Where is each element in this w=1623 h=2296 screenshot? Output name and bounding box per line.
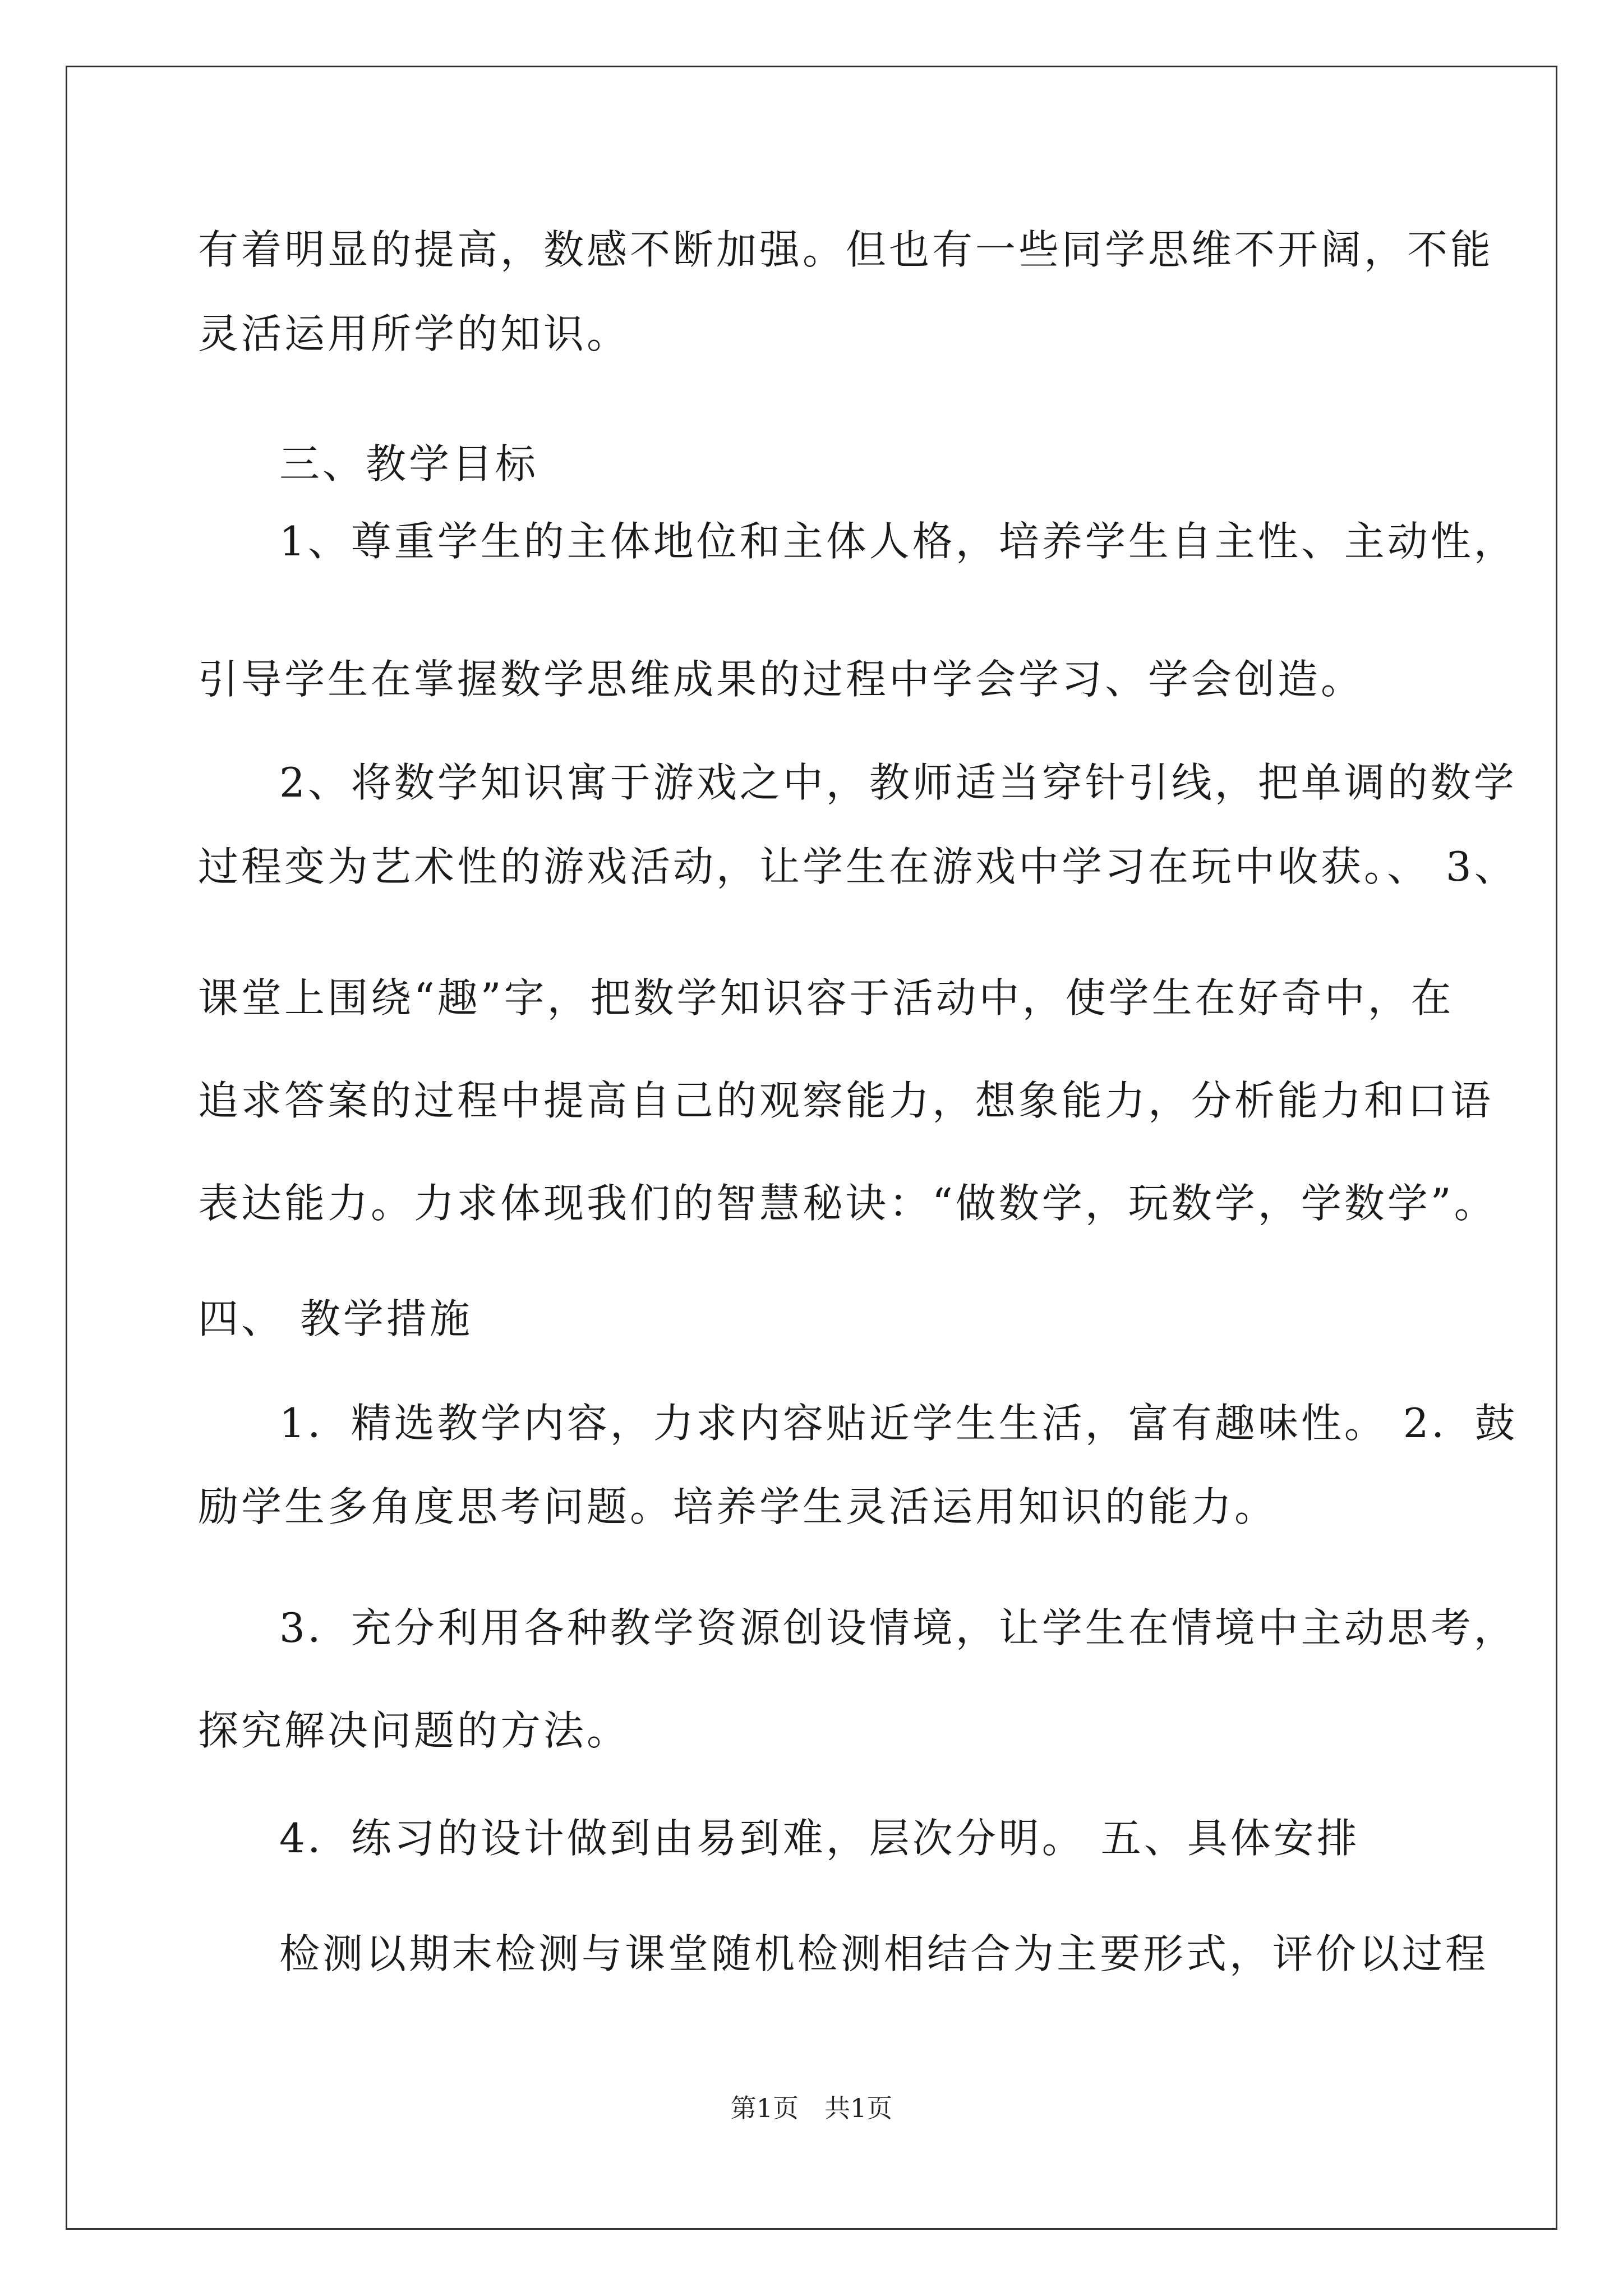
text-line: 探究解决问题的方法。 xyxy=(198,1707,630,1754)
text-line: 引导学生在掌握数学思维成果的过程中学会学习、学会创造。 xyxy=(198,656,1364,703)
text-line: 有着明显的提高，数感不断加强。但也有一些同学思维不开阔，不能 xyxy=(198,226,1494,273)
text-line: 表达能力。力求体现我们的智慧秘诀：“做数学，玩数学，学数学”。 xyxy=(198,1180,1497,1227)
text-line: 1、尊重学生的主体地位和主体人格，培养学生自主性、主动性， xyxy=(279,518,1517,565)
section-heading: 三、教学目标 xyxy=(279,440,539,487)
text-line: 检测以期末检测与课堂随机检测相结合为主要形式，评价以过程 xyxy=(279,1930,1489,1977)
text-line: 励学生多角度思考问题。培养学生灵活运用知识的能力。 xyxy=(198,1483,1278,1530)
text-line: 1．精选教学内容，力求内容贴近学生生活，富有趣味性。 2．鼓 xyxy=(279,1400,1518,1447)
section-heading: 四、 教学措施 xyxy=(198,1295,473,1342)
page-border xyxy=(66,66,1557,2230)
text-line: 追求答案的过程中提高自己的观察能力，想象能力，分析能力和口语 xyxy=(198,1077,1494,1124)
text-line: 3．充分利用各种教学资源创设情境，让学生在情境中主动思考， xyxy=(279,1604,1517,1651)
text-line: 2、将数学知识寓于游戏之中，教师适当穿针引线，把单调的数学 xyxy=(279,759,1517,806)
text-line: 过程变为艺术性的游戏活动，让学生在游戏中学习在玩中收获。、 3、 xyxy=(198,843,1518,890)
text-line: 灵活运用所学的知识。 xyxy=(198,310,630,357)
text-line: 课堂上围绕“趣”字，把数学知识容于活动中，使学生在好奇中，在 xyxy=(198,974,1454,1022)
text-line: 4．练习的设计做到由易到难，层次分明。 五、具体安排 xyxy=(279,1815,1360,1862)
page-footer: 第1页 共1页 xyxy=(730,2093,893,2123)
